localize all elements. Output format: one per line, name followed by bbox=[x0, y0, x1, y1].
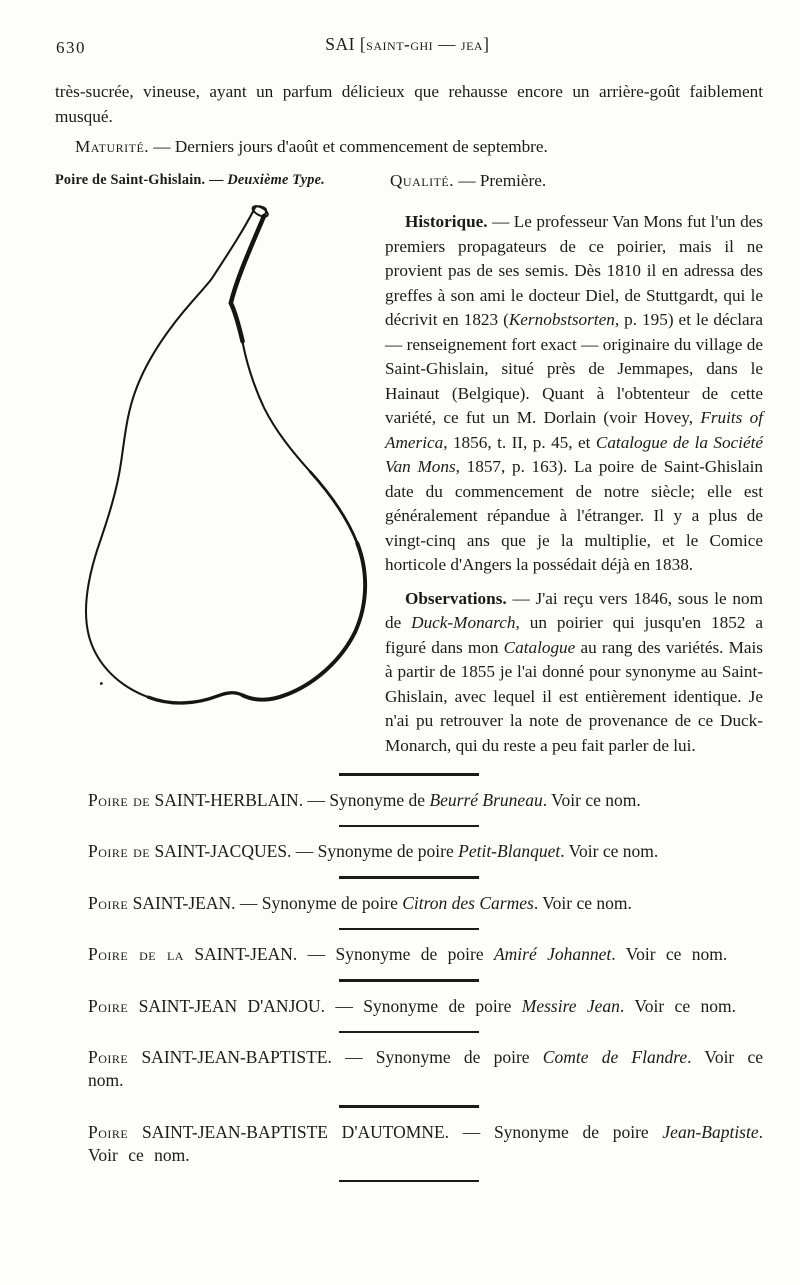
paragraph-maturite: Maturité. — Derniers jours d'août et commencement de septembre. bbox=[75, 137, 548, 156]
paragraph-observations: Observations. — J'ai reçu vers 1846, sous le nom de Duck-Monarch, un poirier qui jusqu'en 1852 a figuré dans mon Catalogue au rang des variétés. Mais à partir de 1855 je l'ai donné pour synonyme au Saint-Ghislain, avec lequel il est entièrement identique. Je n'ai pu retrouver la note de provenance de ce Duck-Monarch, qui du reste a peu fait parler de lui. bbox=[385, 588, 763, 755]
divider-rule bbox=[339, 773, 479, 776]
figure-caption: Poire de Saint-Ghislain. — Deuxième Type. bbox=[55, 172, 325, 188]
divider-rule bbox=[339, 876, 479, 879]
synonym-entry-de-la-saint-jean: Poire de la SAINT-JEAN. — Synonyme de poire Amiré Johannet. Voir ce nom. bbox=[88, 944, 728, 965]
divider-rule bbox=[339, 1031, 479, 1034]
synonym-entry-saint-jean-baptiste: Poire SAINT-JEAN-BAPTISTE. — Synonyme de poire Comte de Flandre. Voir ce nom. bbox=[88, 1047, 764, 1091]
synonym-entry-saint-jean-baptiste-dautomne: Poire SAINT-JEAN-BAPTISTE D'AUTOMNE. — Synonyme de poire Jean-Baptiste. Voir ce nom. bbox=[88, 1121, 763, 1165]
article-with-figure bbox=[55, 168, 763, 758]
divider-rule bbox=[339, 928, 479, 931]
pear-outline-illustration bbox=[69, 201, 371, 711]
divider-rule bbox=[339, 979, 479, 982]
synonym-entries-section bbox=[55, 758, 763, 1182]
pear-figure bbox=[55, 168, 385, 747]
synonym-entry-saint-jean-danjou: Poire SAINT-JEAN D'ANJOU. — Synonyme de poire Messire Jean. Voir ce nom. bbox=[88, 995, 736, 1016]
divider-rule bbox=[339, 1105, 479, 1108]
paragraph-description-continuation: très-sucrée, vineuse, ayant un parfum délicieux que rehausse encore un arrière-goût faiblement musqué. bbox=[55, 82, 763, 126]
page-number: 630 bbox=[56, 38, 86, 57]
synonym-entry-saint-herblain: Poire de SAINT-HERBLAIN. — Synonyme de Beurré Bruneau. Voir ce nom. bbox=[88, 789, 641, 810]
divider-rule bbox=[339, 1180, 479, 1183]
synonym-entry-saint-jacques: Poire de SAINT-JACQUES. — Synonyme de poire Petit-Blanquet. Voir ce nom. bbox=[88, 841, 659, 862]
divider-rule bbox=[339, 825, 479, 828]
paragraph-historique: Historique. — Le professeur Van Mons fut l'un des premiers propagateurs de ce poirier, mais il ne provient pas de ses semis. Dès 1810 il en adressa des greffes à son ami le docteur Diel, de Stuttgardt, qui le décrivit en 1823 (Kernobstsorten, p. 195) et le déclara — renseignement fort exact — originaire du village de Saint-Ghislain, situé près de Jemmapes, dans le Hainaut (Belgique). Quant à l'obtenteur de cette variété, ce fut un M. Dorlain (voir Hovey, Fruits of America, 1856, t. II, p. 45, et Catalogue de la Société Van Mons, 1857, p. 163). La poire de Saint-Ghislain date du commencement de notre siècle; elle est généralement répandue à l'étranger. Il y a plus de vingt-cinq ans que je la multiplie, et le Comice horticole d'Angers la possédait déjà en 1838. bbox=[385, 212, 763, 575]
synonym-entry-saint-jean: Poire SAINT-JEAN. — Synonyme de poire Citron des Carmes. Voir ce nom. bbox=[88, 892, 632, 913]
paragraph-qualite: Qualité. — Première. bbox=[390, 171, 547, 190]
page-header bbox=[55, 34, 763, 60]
running-head: SAI [saint-ghi — jea] bbox=[325, 34, 490, 54]
